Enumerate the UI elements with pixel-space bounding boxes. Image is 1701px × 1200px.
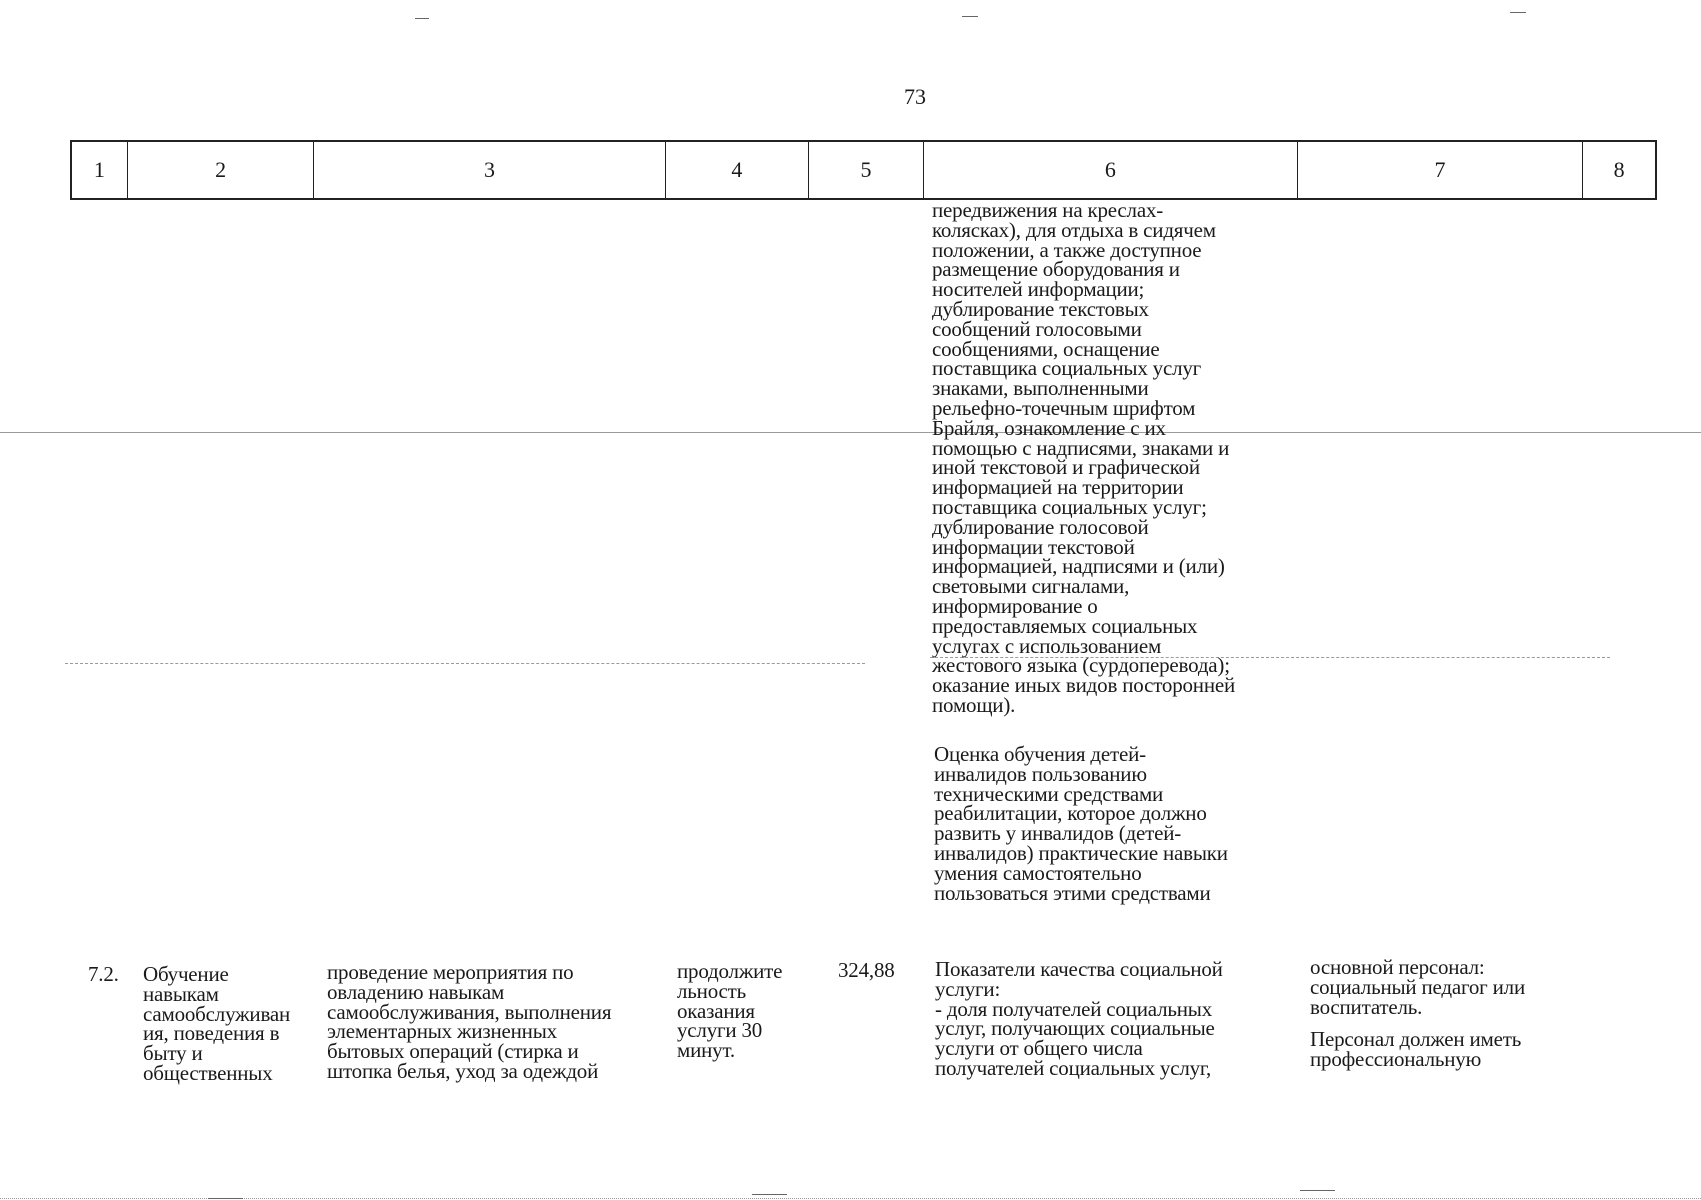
- row-7-2-duration: продолжите льность оказания услуги 30 минут.: [677, 959, 783, 1063]
- scan-mark: [1510, 12, 1526, 13]
- scan-artifact-line: [0, 1198, 1701, 1199]
- header-cell-6: 6: [924, 142, 1298, 198]
- row-7-2-service-name: Обучение навыкам самообслуживан ия, поведения в быту и общественных: [143, 962, 291, 1085]
- header-cell-8: 8: [1613, 157, 1625, 182]
- row-7-2-quality-indicators: Показатели качества социальной услуги: - доля получателей социальных услуг, получающих социальные услуги от общего числа получателей социальных услуг,: [935, 957, 1223, 1080]
- scan-mark: [1300, 1190, 1335, 1191]
- row-7-2-description: проведение мероприятия по овладению навыкам самообслуживания, выполнения элементарных жизненных бытовых операций (стирка и штопка белья, уход за одеждой: [327, 960, 612, 1083]
- page-number: 73: [904, 84, 926, 109]
- header-cell-4: 4: [666, 142, 810, 198]
- row-7-2-price: 324,88: [838, 958, 895, 982]
- scan-artifact-line: [0, 432, 1701, 433]
- scan-mark: [415, 18, 429, 19]
- scan-mark: [962, 16, 978, 17]
- scan-mark: [208, 1198, 243, 1199]
- column-6-assessment-text: Оценка обучения детей- инвалидов пользованию техническими средствами реабилитации, которое должно развить у инвалидов (детей- инвалидов) практические навыки умения самостоятельно пользоваться этими средствами: [934, 742, 1228, 905]
- row-7-2-number: 7.2.: [88, 962, 119, 986]
- row-7-2-staff-primary: основной персонал: социальный педагог или воспитатель.: [1310, 955, 1525, 1019]
- scan-mark: [752, 1194, 787, 1195]
- header-cell-2: 2: [128, 142, 315, 198]
- row-7-2-staff-requirements: Персонал должен иметь профессиональную: [1310, 1027, 1522, 1071]
- header-cell-7: 7: [1298, 142, 1583, 198]
- scan-artifact-line: [65, 663, 865, 664]
- header-cell-3: 3: [314, 142, 665, 198]
- header-cell-1: 1: [72, 142, 128, 198]
- header-cell-5: 5: [809, 142, 924, 198]
- table-header-row: [70, 140, 1657, 200]
- column-6-continuation-text: передвижения на креслах- колясках), для отдыха в сидячем положении, а также доступное размещение оборудования и носителей информации; дублирование текстовых сообщений голосовыми сообщениями, оснащение поставщика социальных услуг знаками, выполненными рельефно-точечным шрифтом Брайля, ознакомление с их помощью с надписями, знаками и иной текстовой и графической информацией на территории поставщика социальных услуг; дублирование голосовой информации текстовой информацией, надписями и (или) световыми сигналами, информирование о предоставляемых социальных услугах с использованием жестового языка (сурдоперевода); оказание иных видов посторонней помощи).: [932, 198, 1236, 717]
